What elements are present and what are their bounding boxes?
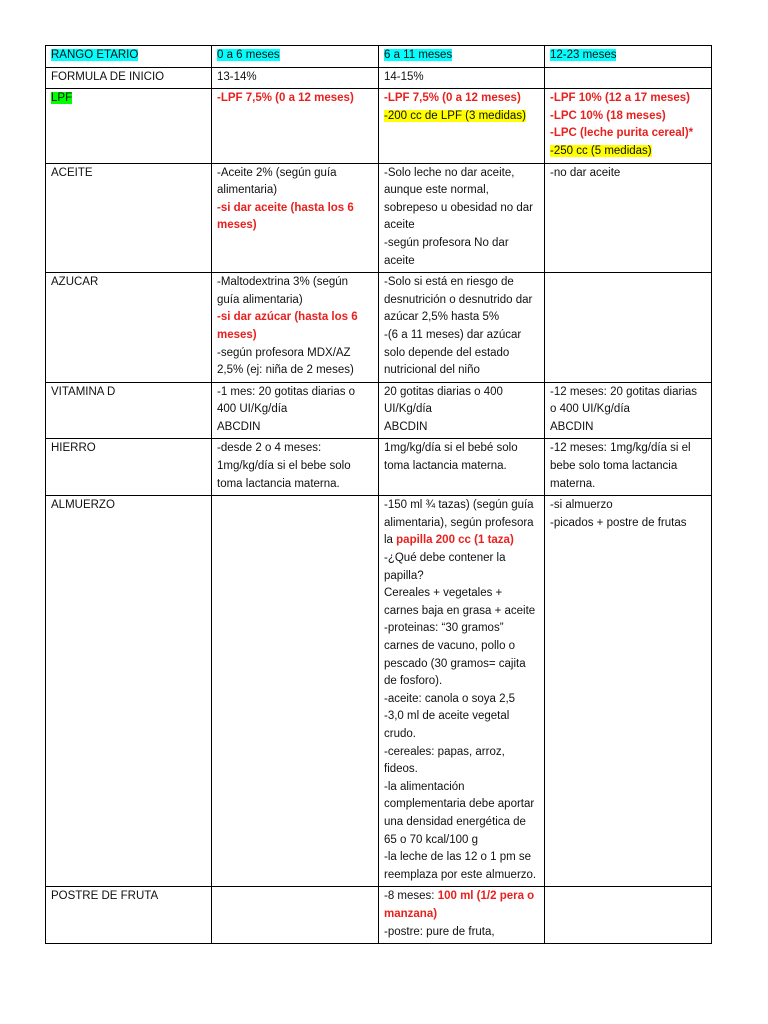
header-cell-0-6 [212,46,379,68]
cell-line [384,274,539,327]
row-label-cell [46,273,212,383]
cell-line [384,849,539,884]
row-label: ACEITE [51,166,93,179]
cell-text: -LPF 7,5% (0 a 12 meses) [384,92,521,105]
header-cell-6-11 [379,46,545,68]
cell-line [217,165,373,200]
cell-line [550,165,706,183]
row-label-cell [46,89,212,163]
cell-line [384,327,539,380]
cell-line [384,550,539,585]
cell-line [384,235,539,270]
table-cell [545,382,712,439]
cell-text: -12 meses: 20 gotitas diarias o 400 UI/Kg/día [550,385,698,416]
cell-text: -cereales: papas, arroz, fideos. [384,745,505,776]
row-label-cell [46,496,212,887]
table-cell [379,273,545,383]
table-cell [379,89,545,163]
cell-line [550,497,706,515]
cell-line [384,69,539,87]
row-label: AZUCAR [51,276,99,289]
cell-text: 100 ml (1/2 pera o manzana) [384,890,535,920]
table-cell [212,496,379,887]
cell-line [217,69,373,87]
cell-text: -LPC (leche purita cereal)* [550,127,694,140]
table-cell [212,163,379,273]
cell-text: -aceite: canola o soya 2,5 [384,692,516,705]
cell-line [217,200,373,235]
cell-text: -según profesora No dar aceite [384,236,509,267]
cell-line [217,384,373,419]
nutrition-table [45,45,712,944]
table-cell [379,67,545,89]
cell-line [384,165,539,235]
row-label: ALMUERZO [51,499,115,512]
table-cell [212,67,379,89]
header-cell-age-range [46,46,212,68]
cell-text: ABCDIN [384,420,428,433]
cell-text: -LPF 10% (12 a 17 meses) [550,92,690,105]
table-row [46,163,712,273]
cell-line [550,419,706,437]
cell-line [217,345,373,380]
header-label: RANGO ETARIO [51,49,139,61]
cell-text: -150 ml ¾ tazas) (según guía alimentaria), según profesora la [384,499,534,547]
cell-text: -(6 a 11 meses) dar azúcar solo depende del estado nutricional del niño [384,328,522,377]
cell-text: ABCDIN [217,420,261,433]
row-label: FORMULA DE INICIO [51,70,165,83]
table-cell [379,887,545,944]
cell-line [550,90,706,108]
table-row [46,382,712,439]
cell-line [384,691,539,709]
cell-line [384,620,539,690]
row-label: LPF [51,92,73,105]
cell-text: -picados + postre de frutas [550,516,687,529]
cell-text: -no dar aceite [550,166,621,179]
table-cell [212,89,379,163]
cell-text: -Maltodextrina 3% (según guía alimentaria) [217,276,349,306]
table-row [46,273,712,383]
cell-line [384,90,539,108]
cell-text: ABCDIN [550,420,594,433]
cell-line [384,440,539,475]
cell-text: -12 meses: 1mg/kg/día si el bebe solo toma lactancia materna. [550,442,691,490]
header-label: 0 a 6 meses [217,49,280,61]
cell-text: -Solo leche no dar aceite, aunque este normal, sobrepeso u obesidad no dar aceite [384,166,533,232]
cell-line [550,515,706,533]
cell-line [384,585,539,620]
cell-line [384,497,539,550]
row-label: POSTRE DE FRUTA [51,890,159,903]
row-label-cell [46,439,212,496]
cell-text: -proteinas: “30 gramos” carnes de vacuno, pollo o pescado (30 gramos= cajita de fosforo). [384,622,526,688]
cell-text: -si dar aceite (hasta los 6 meses) [217,201,354,232]
cell-line [550,108,706,126]
table-row [46,887,712,944]
cell-line [384,708,539,743]
row-label: VITAMINA D [51,385,116,398]
table-cell [545,89,712,163]
table-cell [379,496,545,887]
table-cell [545,163,712,273]
cell-text: -la leche de las 12 o 1 pm se reemplaza por este almuerzo. [384,851,537,881]
cell-text: -LPC 10% (18 meses) [550,109,666,122]
cell-line [384,384,539,419]
table-cell [212,382,379,439]
cell-text: 20 gotitas diarias o 400 UI/Kg/día [384,385,503,416]
header-label: 12-23 meses [550,49,617,61]
cell-text: -1 mes: 20 gotitas diarias o 400 UI/Kg/día [217,385,356,416]
table-cell [545,887,712,944]
table-cell [545,496,712,887]
cell-line [384,419,539,437]
cell-line [550,384,706,419]
table-row [46,496,712,887]
table-cell [212,439,379,496]
cell-text: -desde 2 o 4 meses: 1mg/kg/día si el bebe solo toma lactancia materna. [217,442,351,490]
row-label-cell [46,163,212,273]
row-label-cell [46,887,212,944]
table-cell [545,439,712,496]
cell-text: -según profesora MDX/AZ 2,5% (ej: niña de 2 meses) [217,346,354,377]
table-cell [212,273,379,383]
table-row [46,439,712,496]
cell-line [217,274,373,309]
table-cell [545,273,712,383]
cell-text: 14-15% [384,70,424,83]
cell-line [384,888,539,923]
cell-text: -8 meses: [384,890,438,903]
cell-line [550,440,706,493]
cell-text: -postre: pure de fruta, [384,925,495,938]
cell-line [217,90,373,108]
row-label-cell [46,67,212,89]
cell-line [217,419,373,437]
row-label: HIERRO [51,442,96,455]
cell-text: -Solo si está en riesgo de desnutrición o desnutrido dar azúcar 2,5% hasta 5% [384,276,533,324]
cell-text: -Aceite 2% (según guía alimentaria) [217,166,337,197]
cell-line [384,779,539,849]
table-cell [545,67,712,89]
table-row [46,67,712,89]
cell-line [217,309,373,344]
cell-text: Cereales + vegetales + carnes baja en grasa + aceite [384,587,536,617]
cell-text: -3,0 ml de aceite vegetal crudo. [384,710,510,740]
cell-text: papilla 200 cc (1 taza) [396,534,514,547]
cell-text: -la alimentación complementaria debe aportar una densidad energética de 65 o 70 kcal/100 g [384,780,535,846]
cell-text: -si dar azúcar (hasta los 6 meses) [217,311,358,341]
row-label-cell [46,382,212,439]
cell-line [384,924,539,942]
cell-text: -LPF 7,5% (0 a 12 meses) [217,92,354,105]
cell-line [384,108,539,126]
cell-line [550,143,706,161]
cell-line [550,125,706,143]
table-row [46,89,712,163]
cell-text: 13-14% [217,70,257,83]
cell-text: -¿Qué debe contener la papilla? [384,552,506,582]
table-cell [212,887,379,944]
header-label: 6 a 11 meses [384,49,453,61]
cell-line [217,440,373,493]
cell-text: -si almuerzo [550,499,613,512]
header-cell-12-23 [545,46,712,68]
table-cell [379,163,545,273]
table-cell [379,439,545,496]
cell-text: -250 cc (5 medidas) [550,144,652,157]
table-cell [379,382,545,439]
cell-text: -200 cc de LPF (3 medidas) [384,109,526,122]
cell-text: 1mg/kg/día si el bebé solo toma lactancia materna. [384,442,518,473]
cell-line [384,744,539,779]
header-row [46,46,712,68]
